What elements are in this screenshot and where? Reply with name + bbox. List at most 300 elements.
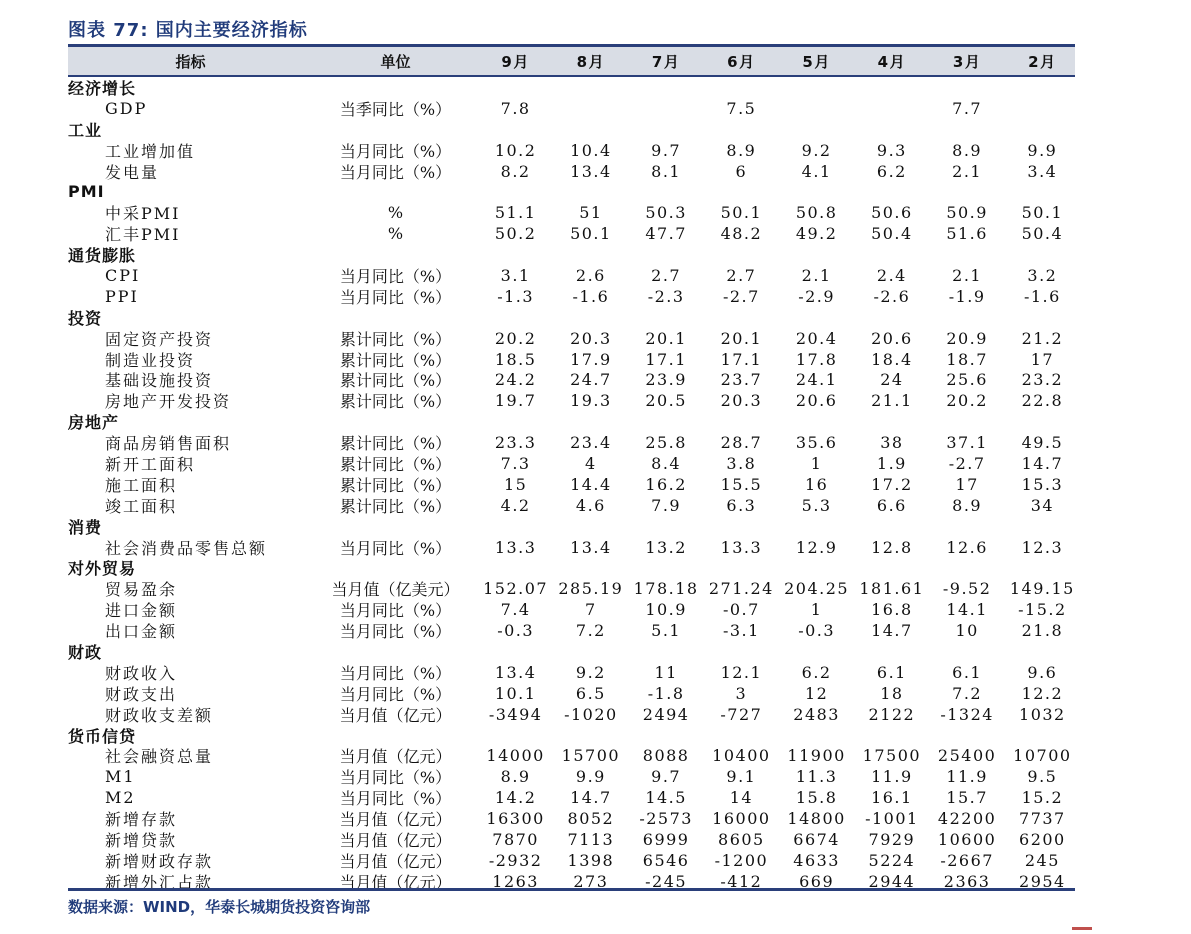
header-indicator: 指标	[175, 52, 206, 71]
table-row	[68, 578, 1075, 599]
value-cell: 14.4	[570, 474, 612, 494]
value-cell: 5.1	[651, 621, 682, 641]
value-cell: 9.7	[651, 767, 682, 787]
value-cell	[1005, 98, 1080, 119]
value-cell: 11	[654, 662, 678, 682]
value-cell: 14.7	[871, 621, 913, 641]
table-row	[68, 369, 1075, 390]
value-cell: 3	[735, 683, 748, 703]
value-cell: -1.8	[647, 683, 685, 703]
indicator-name: 制造业投资	[105, 350, 196, 370]
value-cell: 2483	[793, 704, 840, 724]
section-label: 房地产	[68, 413, 120, 433]
value-cell: 14.2	[494, 788, 537, 808]
value-cell: 17.1	[720, 349, 763, 369]
value-cell: 14.7	[570, 788, 612, 808]
value-cell: 3.2	[1027, 265, 1058, 285]
indicator-name: 发电量	[105, 162, 160, 182]
value-cell: 14000	[486, 746, 545, 766]
value-cell: 9.5	[1027, 767, 1058, 787]
value-cell: 18	[880, 683, 904, 703]
indicator-name: 出口金额	[105, 622, 178, 642]
value-cell: 15.7	[946, 788, 988, 808]
page-marker	[1072, 927, 1092, 930]
unit-cell: 当月同比（%）	[339, 538, 452, 558]
value-cell: 50.4	[1021, 224, 1064, 244]
value-cell: 23.9	[645, 370, 687, 390]
value-cell: 21.8	[1021, 621, 1064, 641]
value-cell: 48.2	[720, 224, 763, 244]
header-month: 9月	[501, 52, 530, 71]
value-cell: 1263	[492, 871, 539, 891]
value-cell: 2944	[868, 871, 916, 891]
unit-cell: 累计同比（%）	[339, 496, 452, 516]
table-row	[68, 662, 1075, 683]
value-cell: 20.1	[645, 328, 687, 348]
unit-cell: %	[387, 224, 404, 244]
value-cell: 16.8	[871, 600, 913, 620]
unit-cell: 当月值（亿美元）	[331, 580, 460, 600]
value-cell: 25.6	[946, 370, 988, 390]
value-cell: 2.1	[801, 265, 832, 285]
value-cell: 181.61	[859, 579, 925, 599]
value-cell: 11.9	[946, 767, 988, 787]
value-cell: 17	[955, 474, 979, 494]
value-cell: -1.9	[948, 286, 986, 306]
value-cell: 15	[503, 474, 528, 494]
value-cell: 8.9	[726, 140, 757, 160]
header-month: 3月	[952, 52, 982, 71]
indicator-name: 社会消费品零售总额	[105, 538, 268, 558]
value-cell: 20.3	[720, 391, 763, 411]
section-label: 工业	[68, 120, 103, 140]
value-cell: 4.1	[801, 161, 832, 181]
table-row	[68, 766, 1075, 787]
value-cell: 50.3	[645, 203, 687, 223]
table-row	[68, 140, 1075, 161]
value-cell: 15.2	[1021, 788, 1064, 808]
header-month: 2月	[1028, 52, 1057, 71]
value-cell: 24	[880, 370, 904, 390]
value-cell: 10600	[937, 830, 997, 849]
header-unit: 单位	[380, 52, 411, 71]
value-cell: 28.7	[720, 433, 763, 453]
value-cell: 204.25	[784, 579, 850, 599]
value-cell: 20.5	[645, 391, 687, 411]
table-row	[68, 829, 1075, 850]
value-cell: 50.8	[795, 203, 838, 223]
value-cell: 50.1	[1021, 203, 1064, 223]
value-cell: 14.7	[1021, 453, 1064, 473]
value-cell: 42200	[937, 809, 997, 829]
section-row	[68, 307, 1075, 328]
indicator-name: 汇丰PMI	[105, 225, 181, 245]
value-cell: 7.5	[726, 98, 757, 118]
value-cell: 10400	[712, 746, 771, 766]
value-cell: 8.9	[500, 767, 531, 787]
unit-cell: 累计同比（%）	[339, 371, 452, 391]
value-cell: 16	[804, 474, 829, 494]
value-cell: 50.1	[570, 224, 612, 244]
unit-cell: 当月值（亿元）	[339, 872, 452, 892]
value-cell: 12.3	[1021, 537, 1064, 557]
value-cell: 23.4	[570, 433, 612, 453]
unit-cell: 累计同比（%）	[339, 392, 452, 412]
value-cell: 21.1	[871, 391, 913, 411]
value-cell: 11900	[787, 746, 846, 766]
value-cell: 11.9	[871, 767, 913, 787]
indicator-name: 贸易盈余	[105, 580, 178, 600]
unit-cell: 当月同比（%）	[339, 287, 452, 307]
section-label: 财政	[68, 643, 103, 662]
value-cell: 9.2	[575, 662, 606, 682]
value-cell: 25.8	[645, 433, 687, 453]
unit-cell: 累计同比（%）	[339, 350, 452, 370]
header-month: 7月	[651, 52, 681, 71]
value-cell: 10	[955, 621, 979, 641]
value-cell: 17	[1030, 349, 1055, 369]
value-cell: 51	[579, 203, 603, 223]
section-label: 货币信贷	[68, 726, 137, 746]
value-cell: 10.1	[494, 683, 537, 703]
value-cell: 8052	[567, 809, 615, 829]
header-month: 8月	[576, 52, 606, 71]
value-cell: 7113	[567, 830, 615, 849]
value-cell: 1	[810, 600, 823, 620]
value-cell: 23.3	[494, 433, 537, 453]
value-cell: 14.5	[645, 788, 687, 808]
unit-cell: 当月同比（%）	[339, 162, 452, 182]
value-cell: 5224	[868, 850, 916, 870]
value-cell: 7.7	[952, 98, 983, 118]
unit-cell: 累计同比（%）	[339, 475, 452, 495]
indicator-name: 财政收入	[105, 663, 178, 683]
value-cell: 245	[1024, 850, 1060, 870]
value-cell: -2.7	[722, 286, 760, 306]
table-bottom-rule	[68, 888, 1075, 891]
value-cell: 7929	[868, 830, 916, 849]
value-cell: 5.3	[801, 495, 832, 515]
value-cell: -9.52	[942, 579, 992, 599]
value-cell: 15.3	[1021, 474, 1064, 494]
value-cell: 37.1	[946, 433, 988, 453]
section-label: 投资	[68, 308, 103, 328]
indicator-name: GDP	[105, 98, 148, 118]
indicator-name: 房地产开发投资	[105, 392, 232, 412]
value-cell: 6.5	[575, 683, 606, 703]
value-cell: 12.8	[871, 537, 913, 557]
figure-title: 图表 77: 国内主要经济指标	[68, 20, 308, 41]
value-cell: 13.4	[494, 662, 537, 682]
table-row	[68, 202, 1075, 223]
indicator-name: 工业增加值	[105, 141, 196, 161]
value-cell: 3.1	[500, 265, 531, 285]
value-cell: -412	[720, 871, 763, 891]
value-cell: 9.7	[651, 140, 682, 160]
table-row	[68, 98, 1075, 119]
value-cell: 23.7	[720, 370, 763, 390]
value-cell: 4	[585, 453, 597, 473]
value-cell: -2.9	[798, 286, 836, 306]
indicator-name: 财政支出	[105, 684, 178, 704]
value-cell: -3.1	[722, 621, 760, 641]
value-cell: 7870	[492, 830, 539, 849]
value-cell: -1200	[714, 850, 769, 870]
section-label: 对外贸易	[68, 559, 137, 579]
unit-cell: 当月值（亿元）	[339, 810, 452, 830]
value-cell	[629, 98, 704, 119]
indicator-name: 基础设施投资	[105, 371, 214, 391]
value-cell: 8.9	[952, 495, 983, 515]
unit-cell: 累计同比（%）	[339, 329, 452, 349]
section-row	[68, 77, 1075, 98]
value-cell: 2.7	[726, 265, 757, 285]
value-cell: 178.18	[633, 579, 699, 599]
value-cell: 14800	[787, 809, 846, 829]
section-row	[68, 244, 1075, 265]
indicator-name: PPI	[105, 286, 139, 306]
value-cell	[553, 98, 628, 119]
value-cell: 2.4	[876, 265, 907, 285]
unit-cell: 累计同比（%）	[339, 454, 452, 474]
value-cell: 8.2	[500, 161, 531, 181]
indicator-name: 新增存款	[105, 810, 178, 830]
value-cell: 10.4	[570, 140, 612, 160]
value-cell: 1032	[1019, 704, 1066, 724]
indicator-name: 商品房销售面积	[105, 434, 232, 454]
indicator-name: 新增财政存款	[105, 851, 214, 871]
value-cell: 7	[585, 600, 597, 620]
value-cell: 51.1	[494, 203, 537, 223]
value-cell: 24.1	[795, 370, 838, 390]
value-cell: 49.2	[795, 224, 838, 244]
indicator-name: 进口金额	[105, 601, 178, 621]
value-cell: -3494	[488, 704, 543, 724]
value-cell	[779, 98, 854, 119]
value-cell: 50.1	[720, 203, 763, 223]
value-cell: 7737	[1019, 809, 1066, 829]
value-cell: 4.2	[500, 495, 531, 515]
value-cell: 15.5	[720, 474, 763, 494]
table-row	[68, 808, 1075, 829]
table-row	[68, 683, 1075, 704]
section-row	[68, 557, 1075, 578]
value-cell: 24.7	[570, 370, 612, 390]
value-cell: 13.3	[720, 537, 763, 557]
value-cell: 20.3	[570, 328, 612, 348]
table-row	[68, 223, 1075, 244]
value-cell: 25400	[937, 746, 997, 766]
value-cell: 6546	[642, 850, 690, 870]
value-cell: 12.9	[795, 537, 838, 557]
value-cell: 17.9	[570, 349, 612, 369]
value-cell: 6	[735, 161, 748, 181]
value-cell: -1324	[940, 704, 994, 724]
value-cell: -2667	[940, 850, 994, 870]
value-cell: 20.2	[946, 391, 988, 411]
indicator-name: 施工面积	[105, 475, 178, 495]
section-row	[68, 516, 1075, 537]
indicator-name: M1	[105, 767, 136, 787]
value-cell: -245	[645, 871, 688, 891]
value-cell: 17.2	[871, 474, 913, 494]
unit-cell: 当月值（亿元）	[339, 831, 452, 851]
value-cell: 9.9	[575, 767, 606, 787]
value-cell: 12.2	[1021, 683, 1064, 703]
value-cell: 34	[1030, 495, 1055, 515]
value-cell: 669	[799, 871, 835, 891]
value-cell: 20.6	[871, 328, 913, 348]
value-cell: 8.1	[651, 161, 682, 181]
indicator-name: 中采PMI	[105, 204, 181, 224]
value-cell: 271.24	[708, 579, 774, 599]
value-cell: -2.3	[647, 286, 685, 306]
value-cell: 3.8	[726, 453, 757, 473]
indicator-name: 新增外汇占款	[105, 872, 214, 892]
value-cell: 1398	[567, 850, 615, 870]
table-row	[68, 620, 1075, 641]
value-cell: 50.9	[946, 203, 988, 223]
unit-cell: 当月同比（%）	[339, 601, 452, 621]
value-cell: 7.9	[651, 495, 682, 515]
unit-cell: 当月同比（%）	[339, 141, 452, 161]
value-cell: 14.1	[946, 600, 988, 620]
value-cell: 6.2	[801, 662, 832, 682]
value-cell: 10.2	[494, 140, 537, 160]
value-cell: -1020	[564, 704, 618, 724]
table-row	[68, 453, 1075, 474]
value-cell: 17.8	[795, 349, 838, 369]
value-cell: 21.2	[1021, 328, 1064, 348]
value-cell: 50.4	[871, 224, 913, 244]
value-cell: 20.1	[720, 328, 763, 348]
value-cell: 38	[880, 433, 904, 453]
table-row	[68, 161, 1075, 182]
unit-cell: 累计同比（%）	[339, 434, 452, 454]
table-row	[68, 599, 1075, 620]
unit-cell: %	[387, 203, 404, 223]
value-cell: 6.6	[876, 495, 907, 515]
value-cell: -2932	[488, 850, 543, 870]
indicator-name: 社会融资总量	[105, 747, 214, 767]
data-source: 数据来源：WIND，华泰长城期货投资咨询部	[68, 898, 371, 916]
value-cell: 51.6	[946, 224, 988, 244]
value-cell	[854, 98, 929, 119]
value-cell: 9.2	[801, 140, 832, 160]
table-row	[68, 432, 1075, 453]
value-cell: -2573	[639, 809, 693, 829]
section-row	[68, 119, 1075, 140]
value-cell: 9.3	[876, 140, 907, 160]
value-cell: 7.4	[500, 600, 531, 620]
value-cell: 6.1	[952, 662, 983, 682]
value-cell: 2494	[642, 704, 690, 724]
value-cell: 149.15	[1009, 579, 1075, 599]
value-cell: -0.3	[497, 621, 535, 641]
value-cell: 22.8	[1021, 391, 1064, 411]
table-row	[68, 787, 1075, 808]
unit-cell: 当月同比（%）	[339, 663, 452, 683]
unit-cell: 当月同比（%）	[339, 789, 452, 809]
value-cell: 11.3	[795, 767, 838, 787]
table-row	[68, 537, 1075, 558]
value-cell: 20.4	[795, 328, 838, 348]
value-cell: 2.1	[952, 161, 983, 181]
value-cell: 19.7	[494, 391, 537, 411]
table-row	[68, 390, 1075, 411]
value-cell: 8605	[718, 830, 765, 849]
value-cell: 6.2	[876, 161, 907, 181]
value-cell: 24.2	[494, 370, 537, 390]
value-cell: 9.1	[726, 767, 757, 787]
value-cell: 12.6	[946, 537, 988, 557]
unit-cell: 当月值（亿元）	[339, 747, 452, 767]
value-cell: 10700	[1013, 746, 1072, 766]
value-cell: 13.4	[570, 161, 612, 181]
section-label: PMI	[68, 182, 105, 202]
value-cell: 6.3	[726, 495, 757, 515]
value-cell: 7.3	[500, 453, 531, 473]
value-cell: 8.9	[952, 140, 983, 160]
value-cell: 13.3	[494, 537, 537, 557]
value-cell: 1.9	[876, 453, 907, 473]
table-body	[68, 77, 1075, 892]
value-cell: -1.6	[1023, 286, 1061, 306]
unit-cell: 当月同比（%）	[339, 684, 452, 704]
indicator-name: 新增贷款	[105, 831, 178, 851]
value-cell: -0.7	[722, 600, 760, 620]
value-cell: 16000	[712, 809, 771, 829]
value-cell: 18.4	[871, 349, 913, 369]
value-cell: 7.2	[575, 621, 606, 641]
unit-cell: 当月值（亿元）	[339, 851, 452, 871]
value-cell: 273	[573, 871, 609, 891]
indicator-name: 新开工面积	[105, 454, 196, 474]
value-cell: 18.5	[494, 349, 537, 369]
unit-cell: 当月同比（%）	[339, 768, 452, 788]
value-cell: 2954	[1019, 871, 1066, 891]
value-cell: 20.9	[946, 328, 988, 348]
value-cell: 6200	[1019, 830, 1066, 849]
indicator-name: 财政收支差额	[105, 705, 214, 725]
value-cell: 19.3	[570, 391, 612, 411]
table-row	[68, 286, 1075, 307]
unit-cell: 当季同比（%）	[339, 99, 452, 119]
header-month: 4月	[877, 52, 907, 71]
value-cell: 8088	[642, 746, 690, 766]
section-label: 经济增长	[68, 78, 137, 98]
indicator-name: 竣工面积	[105, 496, 178, 516]
value-cell: 16300	[486, 809, 545, 829]
value-cell: 2.6	[575, 265, 606, 285]
section-row	[68, 641, 1075, 662]
value-cell: 17.1	[645, 349, 687, 369]
value-cell: 10.9	[645, 600, 687, 620]
value-cell: -1.6	[572, 286, 610, 306]
indicator-name: 固定资产投资	[105, 329, 214, 349]
value-cell: 50.2	[494, 224, 537, 244]
value-cell: 16.2	[645, 474, 687, 494]
value-cell: 9.9	[1027, 140, 1058, 160]
section-row	[68, 181, 1075, 202]
table-row	[68, 495, 1075, 516]
value-cell: 1	[810, 453, 823, 473]
value-cell: 23.2	[1021, 370, 1064, 390]
section-row	[68, 725, 1075, 746]
value-cell: 7.2	[952, 683, 983, 703]
value-cell: 35.6	[795, 433, 838, 453]
value-cell: 47.7	[645, 224, 687, 244]
